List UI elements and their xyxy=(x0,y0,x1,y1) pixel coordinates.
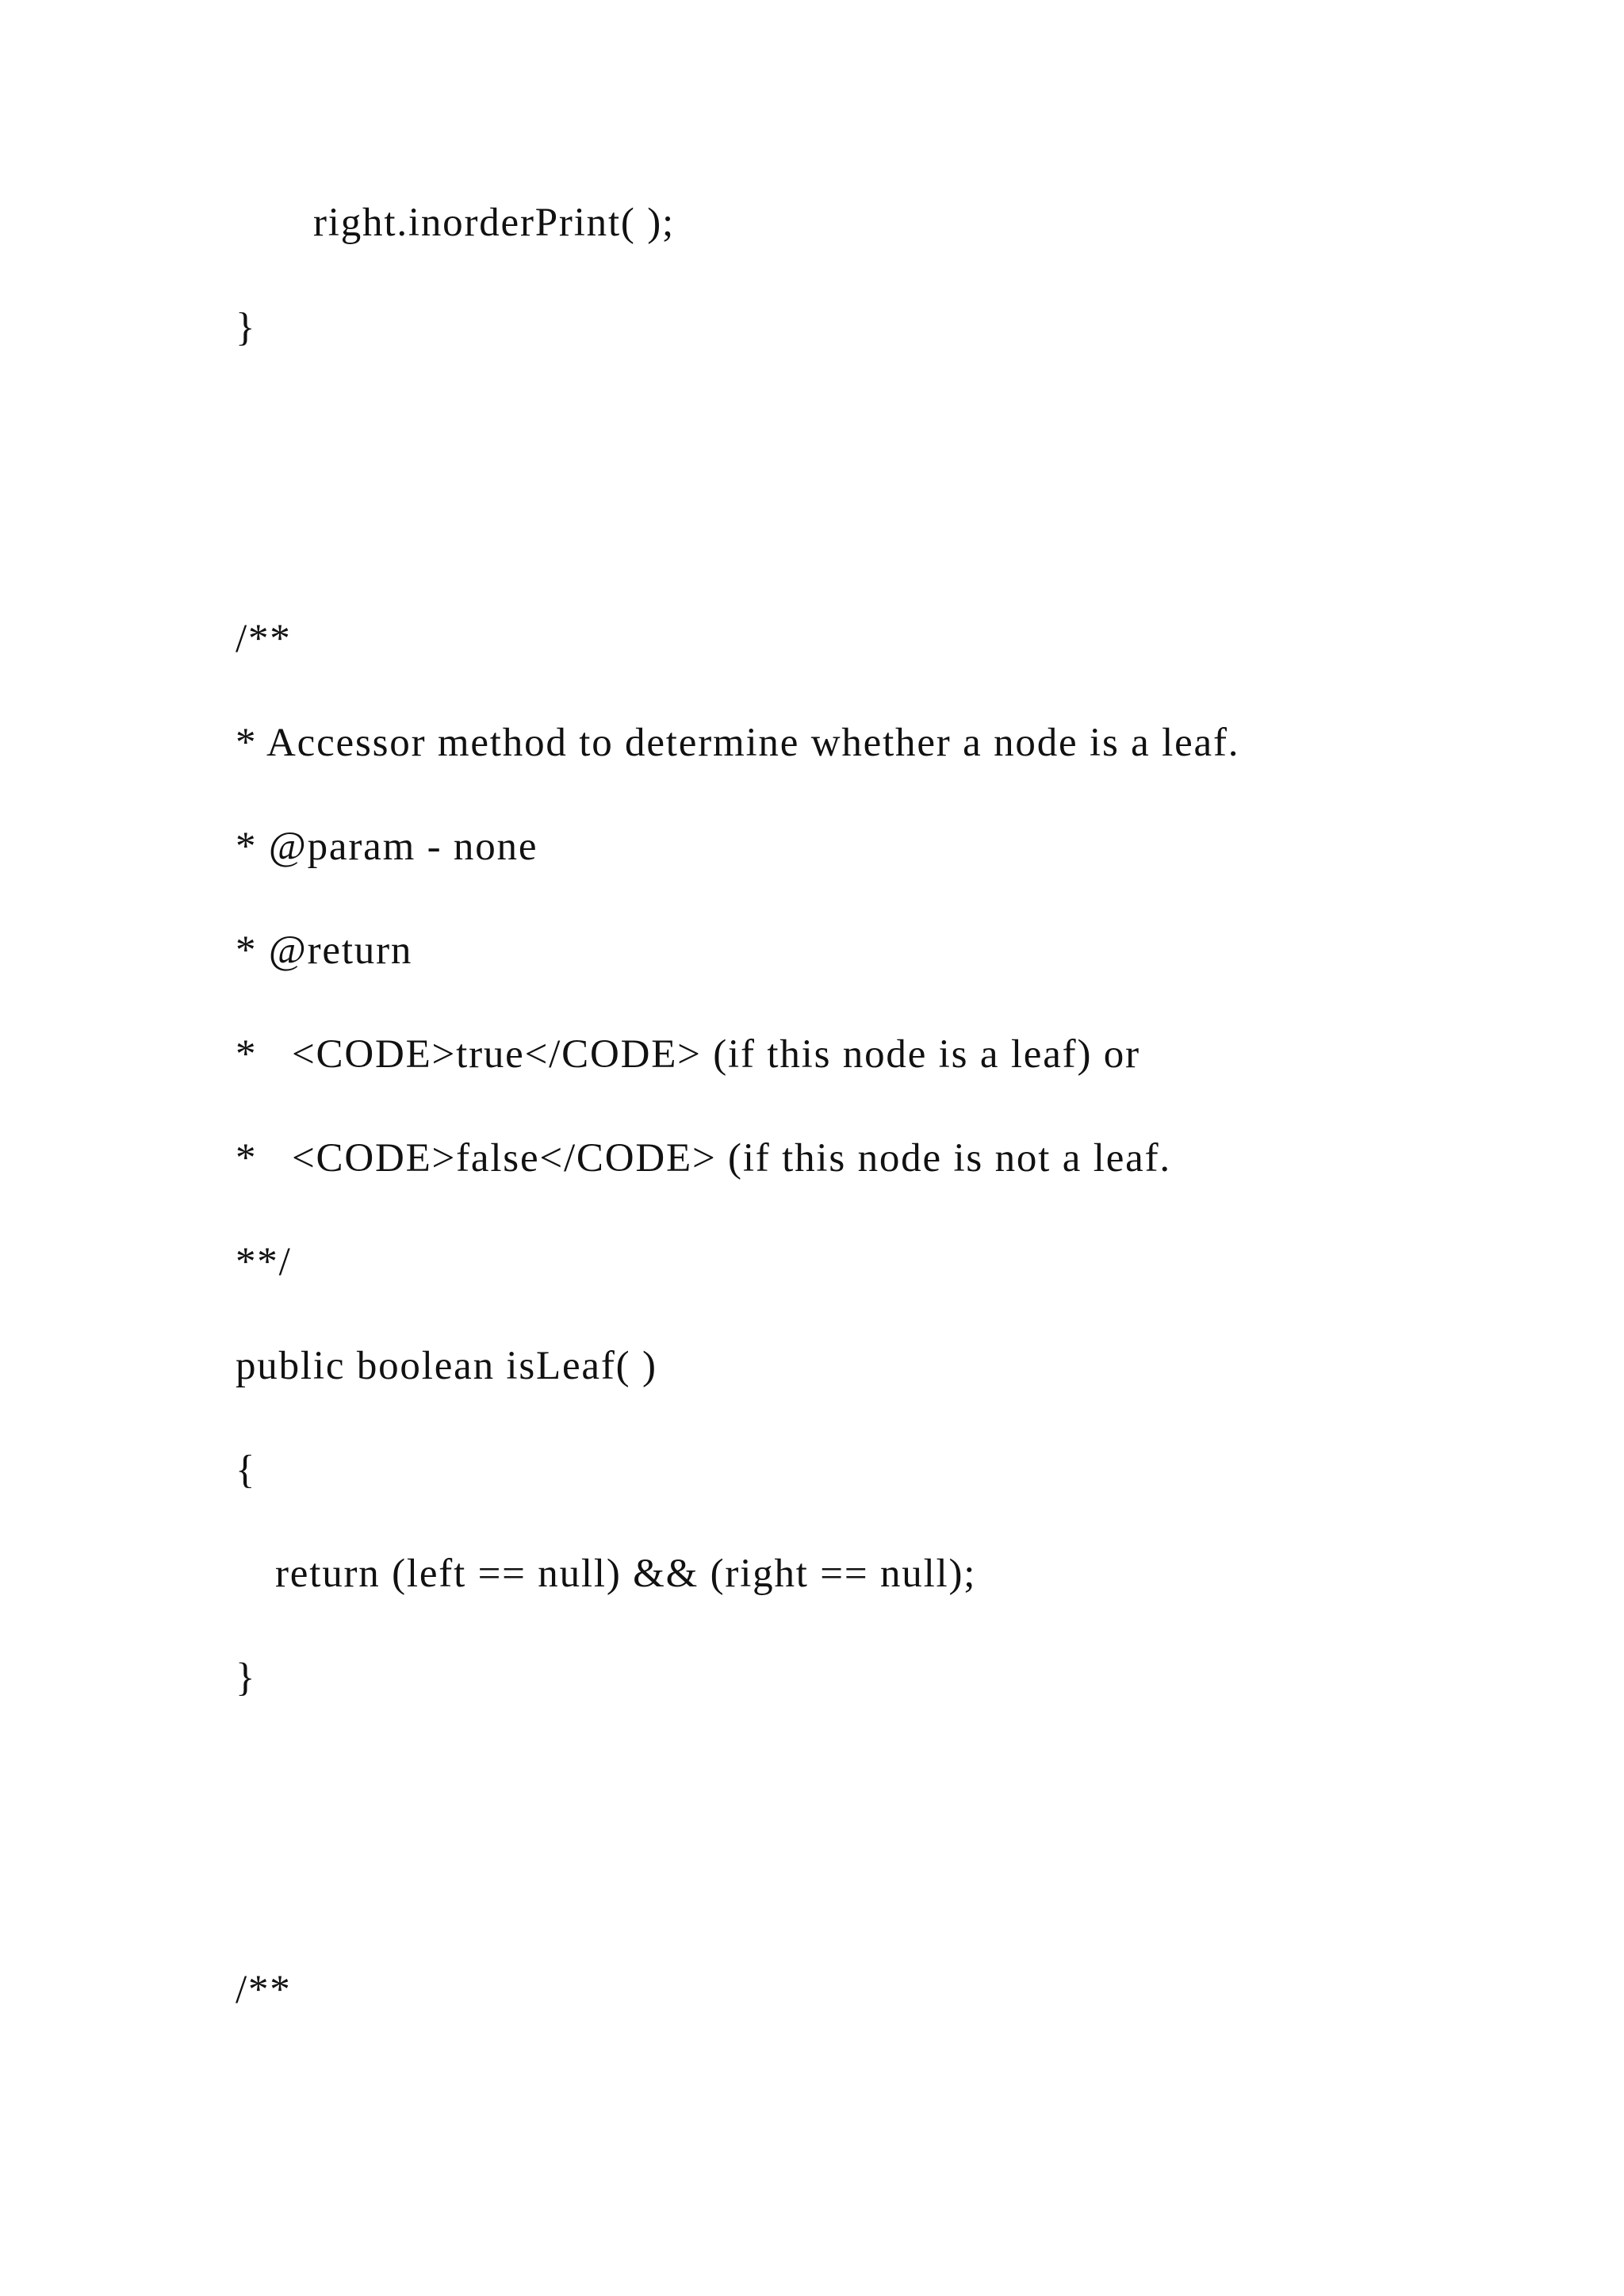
code-line-comment-false: * <CODE>false</CODE> (if this node is not a leaf. xyxy=(236,1136,1171,1181)
code-line-close-brace: } xyxy=(236,305,257,350)
code-line-return-statement: return (left == null) && (right == null); xyxy=(275,1552,977,1596)
code-line-comment-description: * Accessor method to determine whether a node is a leaf. xyxy=(236,721,1240,765)
code-line-method-close-brace: } xyxy=(236,1655,257,1700)
code-line-right-inorder-print: right.inorderPrint( ); xyxy=(313,201,676,245)
code-line-comment-param: * @param - none xyxy=(236,825,538,869)
code-line-comment-close: **/ xyxy=(236,1240,292,1284)
code-line-method-signature: public boolean isLeaf( ) xyxy=(236,1344,657,1388)
code-line-comment-open: /** xyxy=(236,617,292,661)
code-line-comment-return: * @return xyxy=(236,928,413,973)
code-line-comment-true: * <CODE>true</CODE> (if this node is a leaf) or xyxy=(236,1032,1140,1077)
code-line-open-brace: { xyxy=(236,1448,257,1492)
code-line-next-comment-open: /** xyxy=(236,1968,292,2012)
